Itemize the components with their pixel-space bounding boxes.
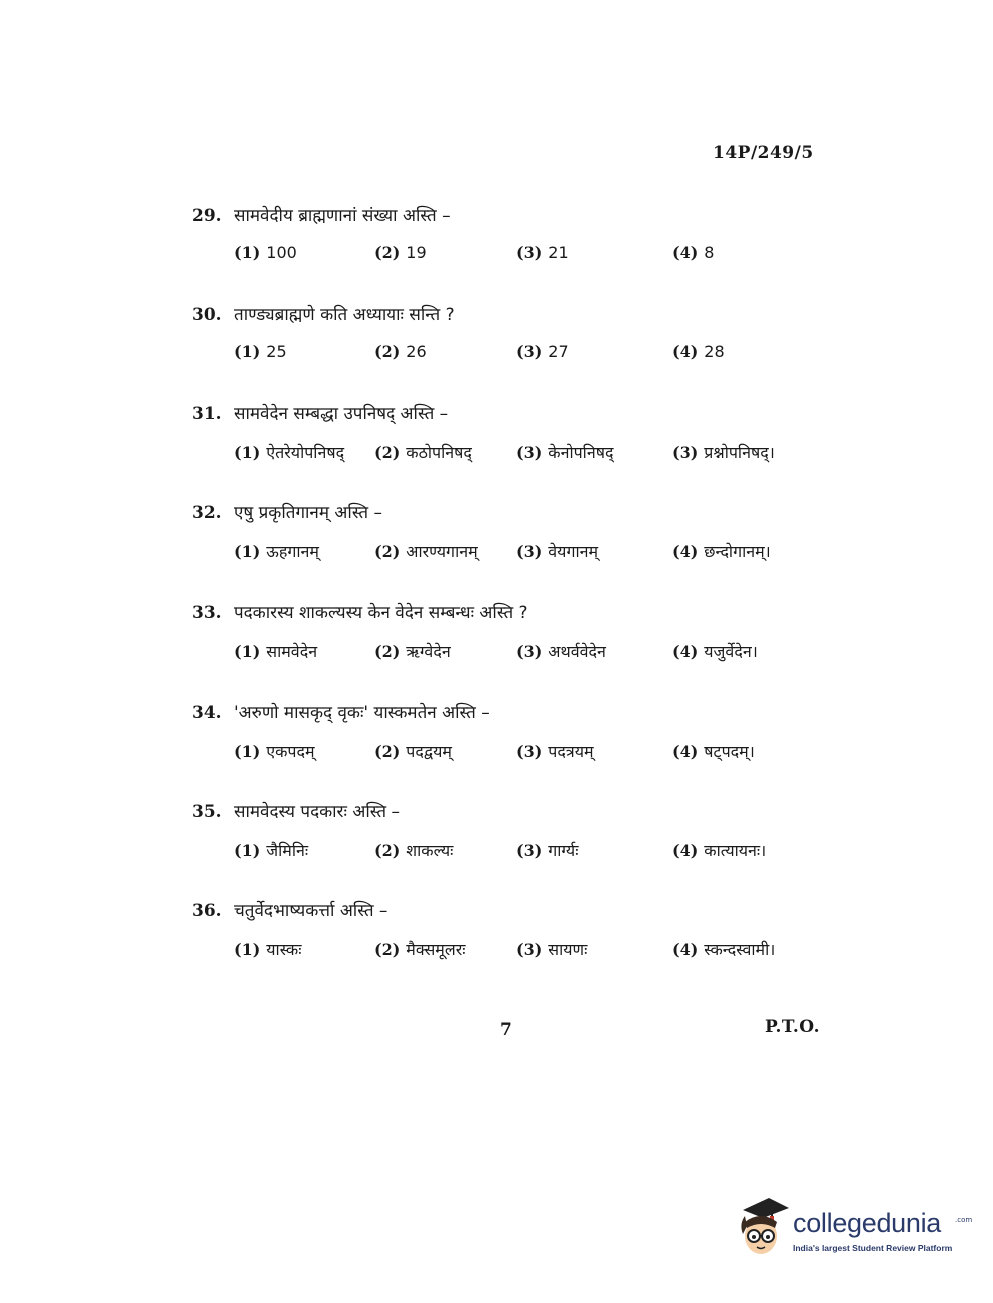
option-4: (4) कात्यायनः। [672,841,767,860]
question-text: ताण्ड्यब्राह्मणे कति अध्यायाः सन्ति ? [234,305,455,325]
paper-code: 14P/249/5 [713,143,814,163]
option-2: (2) शाकल्यः [374,841,454,860]
option-3: (3) अथर्ववेदेन [516,642,606,661]
question-number: 32. [192,503,222,523]
option-1: (1) जैमिनिः [234,841,309,860]
option-2: (2) कठोपनिषद् [374,443,472,462]
option-1: (1) 100 [234,243,297,262]
option-4: (3) प्रश्नोपनिषद्। [672,443,775,462]
logo-wordmark: collegedunia [793,1208,942,1238]
option-2: (2) आरण्यगानम् [374,542,478,561]
option-2: (2) 26 [374,342,427,361]
option-3: (3) 21 [516,243,569,262]
logo-suffix: .com [955,1216,973,1224]
question-number: 34. [192,703,222,723]
question-text: सामवेदीय ब्राह्मणानां संख्या अस्ति – [234,206,451,226]
question-32 [192,500,832,580]
option-1: (1) ऐतरेयोपनिषद् [234,443,345,462]
option-1: (1) एकपदम् [234,742,315,761]
question-36 [192,898,832,978]
question-35 [192,799,832,879]
option-3: (3) सायणः [516,940,588,959]
option-1: (1) ऊहगानम् [234,542,319,561]
option-1: (1) यास्कः [234,940,302,959]
option-3: (3) 27 [516,342,569,361]
option-4: (4) 8 [672,243,715,262]
question-31 [192,401,832,481]
question-text: पदकारस्य शाकल्यस्य केन वेदेन सम्बन्धः अस्ति ? [234,603,528,623]
question-34 [192,700,832,780]
option-4: (4) 28 [672,342,725,361]
collegedunia-logo [735,1196,973,1268]
question-text: सामवेदस्य पदकारः अस्ति – [234,802,400,822]
question-number: 30. [192,305,222,325]
option-3: (3) गार्ग्यः [516,841,579,860]
question-29 [192,203,832,283]
question-30 [192,302,832,382]
pto-label: P.T.O. [765,1017,820,1037]
question-number: 36. [192,901,222,921]
option-4: (4) छन्दोगानम्। [672,542,771,561]
question-number: 29. [192,206,222,226]
option-2: (2) मैक्समूलरः [374,940,466,959]
option-2: (2) पदद्वयम् [374,742,452,761]
option-2: (2) ऋग्वेदेन [374,642,451,661]
question-text: 'अरुणो मासकृद् वृकः' यास्कमतेन अस्ति – [234,703,490,723]
question-number: 33. [192,603,222,623]
option-3: (3) वेयगानम् [516,542,599,561]
question-number: 35. [192,802,222,822]
page-number: 7 [500,1020,512,1040]
option-4: (4) स्कन्दस्वामी। [672,940,776,959]
question-33 [192,600,832,680]
question-number: 31. [192,404,222,424]
option-1: (1) सामवेदेन [234,642,318,661]
question-text: एषु प्रकृतिगानम् अस्ति – [234,503,383,523]
option-3: (3) पदत्रयम् [516,742,594,761]
option-1: (1) 25 [234,342,287,361]
logo-tagline: India's largest Student Review Platform [793,1243,953,1253]
question-text: चतुर्वेदभाष्यकर्त्ता अस्ति – [234,901,388,921]
option-4: (4) षट्पदम्। [672,742,755,761]
option-4: (4) यजुर्वेदेन। [672,642,758,661]
mascot-icon [735,1196,791,1260]
option-3: (3) केनोपनिषद् [516,443,614,462]
question-text: सामवेदेन सम्बद्धा उपनिषद् अस्ति – [234,404,449,424]
option-2: (2) 19 [374,243,427,262]
